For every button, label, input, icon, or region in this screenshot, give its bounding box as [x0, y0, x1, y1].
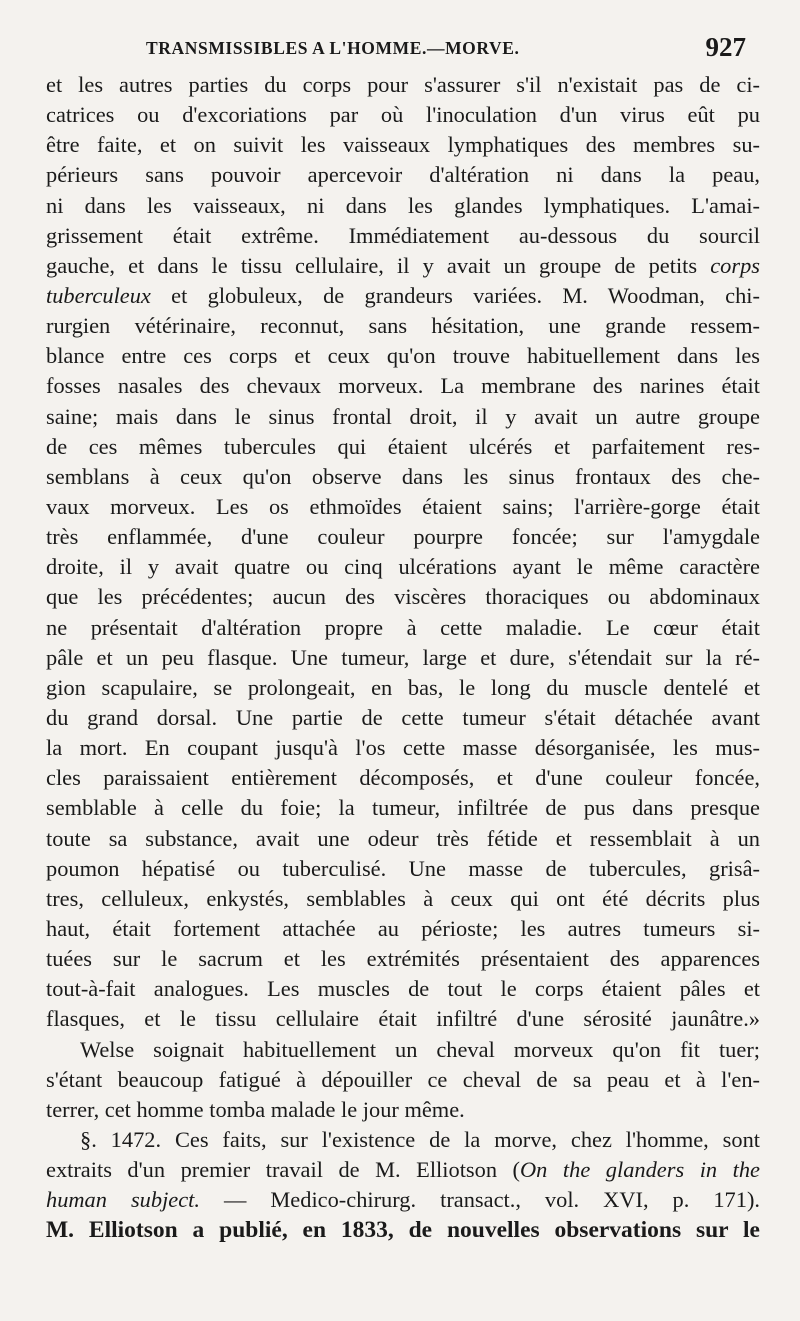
text-segment: gauche, et dans le tissu cellulaire, il y avait un groupe de petits [46, 252, 698, 278]
text-line: pâle et un peu flasque. Une tumeur, large et dure, s'étendait sur la ré- [46, 644, 760, 670]
body-text [46, 70, 760, 1245]
italic-term: corps [710, 252, 760, 278]
text-line: semblans à ceux qu'on observe dans les sinus frontaux des che- [46, 463, 760, 489]
text-line: droite, il y avait quatre ou cinq ulcérations ayant le même caractère [46, 554, 760, 580]
text-line: grissement était extrême. Immédiatement au-dessous du sourcil [46, 222, 760, 248]
text-line [46, 1185, 760, 1215]
text-line: rurgien vétérinaire, reconnut, sans hésitation, une grande ressem- [46, 313, 760, 339]
text-line: catrices ou d'excoriations par où l'inoculation d'un virus eût pu [46, 102, 760, 128]
text-line: semblable à celle du foie; la tumeur, infiltrée de pus dans presque [46, 795, 760, 821]
text-line: Welse soignait habituellement un cheval morveux qu'on fit tuer; [80, 1036, 760, 1062]
text-line: être faite, et on suivit les vaisseaux lymphatiques des membres su- [46, 132, 760, 158]
text-line: ni dans les vaisseaux, ni dans les glandes lymphatiques. L'amai- [46, 192, 760, 218]
text-line [46, 281, 760, 311]
text-line: poumon hépatisé ou tuberculisé. Une masse de tubercules, grisâ- [46, 855, 760, 881]
text-line: flasques, et le tissu cellulaire était infiltré d'une sérosité jaunâtre.» [46, 1006, 760, 1032]
italic-term: tuberculeux [46, 282, 151, 308]
text-segment: — Medico-chirurg. transact., vol. XVI, p. 171). [224, 1187, 760, 1213]
text-line: haut, était fortement attachée au périoste; les autres tumeurs si- [46, 915, 760, 941]
text-line: ne présentait d'altération propre à cette maladie. Le cœur était [46, 614, 760, 640]
text-line: tuées sur le sacrum et les extrémités présentaient des apparences [46, 946, 760, 972]
italic-title: On the glanders in the [520, 1157, 760, 1183]
text-line: tout-à-fait analogues. Les muscles de tout le corps étaient pâles et [46, 976, 760, 1002]
text-segment: extraits d'un premier travail de M. Elliotson ( [46, 1157, 521, 1183]
text-line: vaux morveux. Les os ethmoïdes étaient sains; l'arrière-gorge était [46, 493, 760, 519]
page-number: 927 [705, 32, 746, 62]
text-line: et les autres parties du corps pour s'assurer s'il n'existait pas de ci- [46, 72, 760, 97]
text-line: gion scapulaire, se prolongeait, en bas, le long du muscle dentelé et [46, 674, 760, 700]
running-head: TRANSMISSIBLES A L'HOMME.—MORVE. [146, 38, 520, 58]
text-line: que les précédentes; aucun des viscères thoraciques ou abdominaux [46, 584, 760, 610]
text-line: la mort. En coupant jusqu'à l'os cette masse désorganisée, les mus- [46, 735, 760, 761]
text-line: très enflammée, d'une couleur pourpre foncée; sur l'amygdale [46, 524, 760, 550]
page-header [46, 30, 760, 70]
text-line [46, 251, 760, 281]
italic-title: human subject. [46, 1187, 200, 1213]
text-line: périeurs sans pouvoir apercevoir d'altération ni dans la peau, [46, 162, 760, 188]
section-line: §. 1472. Ces faits, sur l'existence de la morve, chez l'homme, sont [80, 1126, 760, 1152]
text-line: toute sa substance, avait une odeur très fétide et ressemblait à un [46, 825, 760, 851]
text-line: de ces mêmes tubercules qui étaient ulcérés et parfaitement res- [46, 433, 760, 459]
text-line: du grand dorsal. Une partie de cette tumeur s'était détachée avant [46, 704, 760, 730]
text-line: saine; mais dans le sinus frontal droit, il y avait un autre groupe [46, 403, 760, 429]
text-line [46, 1155, 760, 1185]
text-line: cles paraissaient entièrement décomposés, et d'une couleur foncée, [46, 765, 760, 791]
text-line: blance entre ces corps et ceux qu'on trouve habituellement dans les [46, 343, 760, 369]
text-segment: et globuleux, de grandeurs variées. M. Woodman, chi- [171, 282, 760, 308]
text-line: M. Elliotson a publié, en 1833, de nouvelles observations sur le [46, 1217, 760, 1244]
text-line: fosses nasales des chevaux morveux. La membrane des narines était [46, 373, 760, 399]
text-line: terrer, cet homme tomba malade le jour même. [46, 1096, 465, 1122]
text-line: s'étant beaucoup fatigué à dépouiller ce cheval de sa peau et à l'en- [46, 1066, 760, 1092]
text-line: tres, celluleux, enkystés, semblables à ceux qui ont été décrits plus [46, 885, 760, 911]
